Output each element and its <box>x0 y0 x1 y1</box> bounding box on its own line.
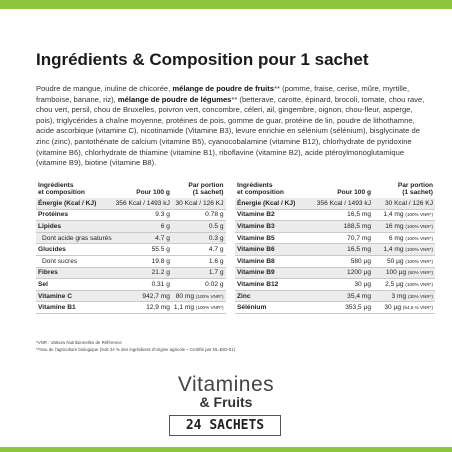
row-per-portion: 100 µg (50% VNR*) <box>373 267 435 279</box>
row-vnr: (100% VNR*) <box>405 235 433 241</box>
row-name: Sel <box>36 279 114 291</box>
table-row <box>235 302 435 314</box>
row-per-portion: 50 µg (100% VNR*) <box>373 255 435 267</box>
row-vnr: (100% VNR*) <box>405 281 433 287</box>
row-name: Zinc <box>235 290 311 302</box>
row-vnr: (100% VNR*) <box>195 293 224 299</box>
table-row <box>235 267 435 279</box>
row-per-100g: 19.8 g <box>114 255 172 267</box>
row-per-100g: 55.5 g <box>114 244 172 256</box>
table-row <box>235 290 435 302</box>
ingredients-part-1: Poudre de mangue, inuline de chicorée, <box>36 84 173 93</box>
row-name: Vitamine B12 <box>235 279 311 291</box>
ingredients-bold-fruits: mélange de poudre de fruits <box>172 84 275 93</box>
table-row <box>235 279 435 291</box>
row-per-portion: 4.7 g <box>172 244 226 256</box>
row-per-portion: 80 mg (100% VNR*) <box>172 290 226 302</box>
row-per-portion: 1,4 mg (100% VNR*) <box>373 209 435 221</box>
table-row <box>235 198 435 209</box>
brand-subtitle: & Fruits <box>199 394 253 410</box>
row-per-portion: 1,4 mg (100% VNR*) <box>373 244 435 256</box>
row-per-portion: 6 mg (100% VNR*) <box>373 232 435 244</box>
row-per-portion: 3 mg (30% VNR*) <box>373 290 435 302</box>
row-per-100g: 35,4 mg <box>311 290 373 302</box>
row-per-100g: 4.7 g <box>114 232 172 244</box>
table-row <box>36 290 226 302</box>
row-per-100g: 70,7 mg <box>311 232 373 244</box>
row-per-portion: 1,1 mg (100% VNR*) <box>172 302 226 314</box>
table-row <box>36 198 226 209</box>
footnote-organic: **Issu de l'agriculture biologique (Soit 24 % des ingrédients d'origine agricole – Certifié par NL-BIO-01) <box>36 346 236 352</box>
table-row <box>36 267 226 279</box>
brand-title: Vitamines <box>177 373 275 396</box>
row-per-100g: 9.3 g <box>114 209 172 221</box>
row-per-100g: 942,7 mg <box>114 290 172 302</box>
row-per-100g: 21.2 g <box>114 267 172 279</box>
table-row <box>235 209 435 221</box>
table-row <box>36 255 226 267</box>
table-header <box>235 182 435 198</box>
table-row <box>36 209 226 221</box>
row-name: Vitamine B9 <box>235 267 311 279</box>
header-per-portion: Par portion (1 sachet) <box>397 182 433 196</box>
header-per-100g: Pour 100 g <box>337 189 371 196</box>
row-vnr: (100% VNR*) <box>195 305 224 311</box>
sachets-badge: 24 SACHETS <box>169 415 281 436</box>
table-row <box>235 221 435 233</box>
table-row <box>36 279 226 291</box>
row-name: Vitamine B1 <box>36 302 114 314</box>
row-name: Dont acide gras saturés <box>36 232 114 244</box>
ingredients-text <box>36 84 426 169</box>
ingredients-bold-vegetables: mélange de poudre de légumes <box>117 94 232 104</box>
row-name: Protéines <box>36 209 114 221</box>
row-name: Sélénium <box>235 302 311 314</box>
row-per-portion: 0.5 g <box>172 221 226 233</box>
table-row <box>36 221 226 233</box>
row-name: Vitamine C <box>36 290 114 302</box>
footnote-vnr: *VNR : Valeurs Nutritionnelles de Référence <box>36 340 122 345</box>
header-ingredient: Ingrédients et composition <box>38 182 85 196</box>
row-per-100g: 6 g <box>114 221 172 233</box>
row-per-portion: 30 µg (54,5 % VNR*) <box>373 302 435 314</box>
header-per-portion: Par portion (1 sachet) <box>188 182 224 196</box>
row-per-100g: 0.31 g <box>114 279 172 291</box>
row-per-portion: 0.02 g <box>172 279 226 291</box>
row-name: Lipides <box>36 221 114 233</box>
table-row <box>36 232 226 244</box>
row-per-portion: 0.3 g <box>172 232 226 244</box>
row-per-portion: 1.7 g <box>172 267 226 279</box>
row-vnr: (100% VNR*) <box>405 258 433 264</box>
row-per-100g: 12,9 mg <box>114 302 172 314</box>
row-per-portion: 2,5 µg (100% VNR*) <box>373 279 435 291</box>
row-vnr: (50% VNR*) <box>407 270 433 276</box>
composition-table-right <box>235 182 435 314</box>
row-name: Énergie (Kcal / KJ) <box>36 198 114 209</box>
row-per-portion: 30 Kcal / 126 KJ <box>373 198 435 209</box>
composition-table-left <box>36 182 226 314</box>
row-per-portion: 1.6 g <box>172 255 226 267</box>
table-row <box>235 255 435 267</box>
row-name: Vitamine B2 <box>235 209 311 221</box>
table-row <box>235 232 435 244</box>
row-per-100g: 16,5 mg <box>311 209 373 221</box>
row-vnr: (100% VNR*) <box>405 212 433 218</box>
row-per-portion: 30 Kcal / 126 KJ <box>172 198 226 209</box>
table-row <box>36 244 226 256</box>
table-header <box>36 182 226 198</box>
row-name: Vitamine B5 <box>235 232 311 244</box>
row-name: Fibres <box>36 267 114 279</box>
row-per-100g: 188,5 mg <box>311 221 373 233</box>
row-name: Vitamine B3 <box>235 221 311 233</box>
row-vnr: (100% VNR*) <box>405 247 433 253</box>
bottom-accent-bar <box>0 447 452 452</box>
header-per-100g: Pour 100 g <box>136 189 170 196</box>
footnotes <box>36 340 235 353</box>
row-vnr: (30% VNR*) <box>407 293 433 299</box>
row-per-100g: 356 Kcal / 1493 kJ <box>311 198 373 209</box>
table-row <box>36 302 226 314</box>
table-row <box>235 244 435 256</box>
row-per-portion: 16 mg (100% VNR*) <box>373 221 435 233</box>
page-title: Ingrédients & Composition pour 1 sachet <box>36 50 369 69</box>
row-name: Vitamine B8 <box>235 255 311 267</box>
top-accent-bar <box>0 0 452 9</box>
row-name: Énergie (Kcal / KJ) <box>235 198 311 209</box>
ingredients-part-3: ** (betterave, carotte, épinard, brocoli, tomate, chou rave, chou vert, persil, chou de Bruxelles, poivron vert, concombre, céleri, ail, gingembre, oignon, chou-fleur, asperge, pois), triglycérides à chaîne moyenne, protéines de pois, gomme de guar, protéine de lin, poudre de lithothamne, acide ascorbique (vitamine C), nicotinamide (Vitamine B3), levure enrichie en sélénium (sélénium), bisglycinate de zinc (zinc), pantothénate de calcium (vitamine B5), cyanocobalamine (vitamine B12), chlorhydrate de pyridoxine (vitamine B6), chlorhydrate de thiamine (vitamine B1), riboflavine (vitamine B2), acide ptéroylmonoglutamique (vitamine B9), biotine (vitamine B8). <box>36 94 425 168</box>
row-vnr: (54,5 % VNR*) <box>402 305 433 311</box>
row-per-100g: 580 µg <box>311 255 373 267</box>
row-name: Dont sucres <box>36 255 114 267</box>
row-per-portion: 0.78 g <box>172 209 226 221</box>
row-per-100g: 30 µg <box>311 279 373 291</box>
row-per-100g: 16,5 mg <box>311 244 373 256</box>
row-vnr: (100% VNR*) <box>405 223 433 229</box>
row-name: Vitamine B6 <box>235 244 311 256</box>
row-per-100g: 356 Kcal / 1493 kJ <box>114 198 172 209</box>
ingredients-part-2: ** (pomme, fraise, cerise, mûre, myrtille, framboise, banane, riz), <box>36 84 410 104</box>
row-per-100g: 1200 µg <box>311 267 373 279</box>
row-per-100g: 353,5 µg <box>311 302 373 314</box>
row-name: Glucides <box>36 244 114 256</box>
header-ingredient: Ingrédients et composition <box>237 182 284 196</box>
